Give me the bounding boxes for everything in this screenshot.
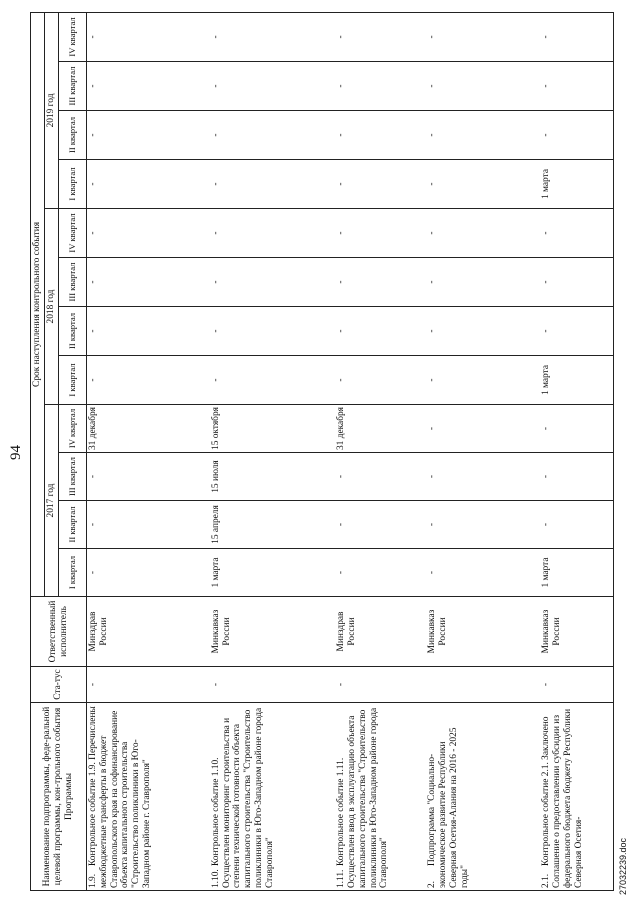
- row-quarter-value: -: [540, 209, 613, 258]
- row-quarter-value: 1 марта: [540, 356, 613, 405]
- header-executor: Ответственный исполнитель: [31, 597, 87, 667]
- row-quarter-value: -: [210, 209, 335, 258]
- row-quarter-value: 15 июля: [210, 453, 335, 501]
- row-quarter-value: -: [210, 307, 335, 356]
- row-quarter-value: -: [426, 160, 540, 209]
- row-quarter-value: -: [210, 62, 335, 111]
- table-row: [426, 12, 540, 890]
- header-year: 2017 год: [45, 405, 59, 597]
- row-quarter-value: -: [87, 453, 210, 501]
- row-quarter-value: -: [335, 12, 426, 61]
- row-status: -: [540, 667, 613, 703]
- row-quarter-value: -: [426, 62, 540, 111]
- header-quarter: I квартал: [59, 549, 87, 597]
- row-quarter-value: -: [426, 549, 540, 597]
- row-quarter-value: -: [87, 549, 210, 597]
- row-number: 2.1.: [541, 873, 552, 888]
- row-quarter-value: -: [87, 356, 210, 405]
- row-quarter-value: -: [426, 258, 540, 307]
- header-quarter: III квартал: [59, 258, 87, 307]
- row-quarter-value: -: [335, 258, 426, 307]
- row-status: [426, 667, 540, 703]
- header-quarter: II квартал: [59, 501, 87, 549]
- row-executor: Минздрав России: [335, 597, 426, 667]
- row-quarter-value: -: [335, 111, 426, 160]
- row-quarter-value: -: [540, 405, 613, 453]
- table-row: [335, 12, 426, 890]
- schedule-table: [30, 12, 614, 891]
- row-quarter-value: -: [210, 12, 335, 61]
- row-quarter-value: -: [540, 258, 613, 307]
- table-row: [210, 12, 335, 890]
- header-status: Ста-тус: [31, 667, 87, 703]
- row-quarter-value: -: [540, 501, 613, 549]
- row-name-cell: [87, 703, 210, 891]
- header-quarter: III квартал: [59, 62, 87, 111]
- row-quarter-value: 15 апреля: [210, 501, 335, 549]
- row-name-cell: [426, 703, 540, 891]
- header-quarter: II квартал: [59, 307, 87, 356]
- row-quarter-value: -: [426, 356, 540, 405]
- row-quarter-value: -: [335, 453, 426, 501]
- table-body: [87, 12, 614, 890]
- row-quarter-value: 15 октября: [210, 405, 335, 453]
- row-quarter-value: -: [210, 111, 335, 160]
- page-number: 94: [8, 445, 24, 460]
- row-name-cell: [210, 703, 335, 891]
- document-id: 27032239.doc: [618, 837, 628, 895]
- row-quarter-value: -: [335, 62, 426, 111]
- row-quarter-value: -: [540, 307, 613, 356]
- row-name: Контрольное событие 1.9. Перечислены межбюджетные трансферты в бюджет Ставропольского края на софинансирование объекта капитального строительства "Строительство поликлиники в Юго-Западном районе г. Ставрополя": [88, 706, 153, 888]
- row-status: -: [210, 667, 335, 703]
- row-quarter-value: -: [540, 12, 613, 61]
- table-row: [540, 12, 613, 890]
- row-name: Подпрограмма "Социально-экономическое развитие Республики Северная Осетия-Алания на 2016 - 2025 годы": [427, 727, 470, 888]
- header-name: Наименование подпрограммы, феде-ральной целевой программы, кон-трольного события Программы: [31, 703, 87, 891]
- row-quarter-value: -: [426, 405, 540, 453]
- row-quarter-value: -: [335, 209, 426, 258]
- row-quarter-value: -: [540, 62, 613, 111]
- row-quarter-value: -: [426, 501, 540, 549]
- row-quarter-value: -: [426, 111, 540, 160]
- row-executor: Минкавказ России: [426, 597, 540, 667]
- row-quarter-value: -: [87, 501, 210, 549]
- header-quarter: III квартал: [59, 453, 87, 501]
- row-number: 1.9.: [88, 873, 98, 888]
- row-quarter-value: -: [335, 549, 426, 597]
- row-quarter-value: -: [87, 160, 210, 209]
- row-quarter-value: -: [87, 12, 210, 61]
- row-quarter-value: -: [540, 111, 613, 160]
- header-quarter: I квартал: [59, 356, 87, 405]
- header-quarter: IV квартал: [59, 209, 87, 258]
- header-quarter: I квартал: [59, 160, 87, 209]
- row-executor: Минздрав России: [87, 597, 210, 667]
- table-header: [31, 12, 87, 890]
- row-executor: Минкавказ России: [540, 597, 613, 667]
- row-name: Контрольное событие 1.11. Осуществлен ввод в эксплуатацию объекта капитального строительства "Строительство поликлиники в Юго-Западном районе города Ставрополя": [336, 707, 390, 888]
- row-quarter-value: -: [87, 111, 210, 160]
- row-quarter-value: -: [335, 160, 426, 209]
- table-row: [87, 12, 210, 890]
- row-executor: Минкавказ России: [210, 597, 335, 667]
- row-quarter-value: -: [87, 209, 210, 258]
- row-name: Контрольное событие 2.1. Заключено Соглашение о предоставлении субсидии из федерального бюджета бюджету Республики Северная Осетия-: [541, 708, 584, 888]
- row-quarter-value: 31 декабря: [335, 405, 426, 453]
- header-year: 2019 год: [45, 12, 59, 208]
- header-year: 2018 год: [45, 209, 59, 405]
- header-quarter: IV квартал: [59, 12, 87, 61]
- row-quarter-value: -: [335, 356, 426, 405]
- row-quarter-value: -: [210, 160, 335, 209]
- header-deadline: Срок наступления контрольного события: [31, 12, 45, 596]
- row-quarter-value: 1 марта: [540, 549, 613, 597]
- row-quarter-value: -: [540, 453, 613, 501]
- row-number: 1.10.: [210, 869, 221, 888]
- row-number: 1.11.: [336, 869, 347, 888]
- row-number: 2.: [427, 880, 438, 888]
- row-quarter-value: -: [335, 501, 426, 549]
- row-name: Контрольное событие 1.10. Осуществлен мониторинг строительства и степени технической готовности объекта капитального строительства "Строительство поликлиники в Юго-Западном районе города Ставрополя": [210, 707, 275, 888]
- row-quarter-value: -: [426, 307, 540, 356]
- row-quarter-value: -: [426, 209, 540, 258]
- row-quarter-value: -: [87, 62, 210, 111]
- row-quarter-value: 31 декабря: [87, 405, 210, 453]
- header-quarter: II квартал: [59, 111, 87, 160]
- row-quarter-value: -: [210, 356, 335, 405]
- row-quarter-value: -: [210, 258, 335, 307]
- row-quarter-value: -: [426, 12, 540, 61]
- header-quarter: IV квартал: [59, 405, 87, 453]
- row-quarter-value: -: [426, 453, 540, 501]
- row-quarter-value: -: [335, 307, 426, 356]
- row-quarter-value: -: [87, 307, 210, 356]
- row-quarter-value: 1 марта: [540, 160, 613, 209]
- row-quarter-value: -: [87, 258, 210, 307]
- row-quarter-value: 1 марта: [210, 549, 335, 597]
- row-name-cell: [335, 703, 426, 891]
- row-status: -: [87, 667, 210, 703]
- row-name-cell: [540, 703, 613, 891]
- row-status: -: [335, 667, 426, 703]
